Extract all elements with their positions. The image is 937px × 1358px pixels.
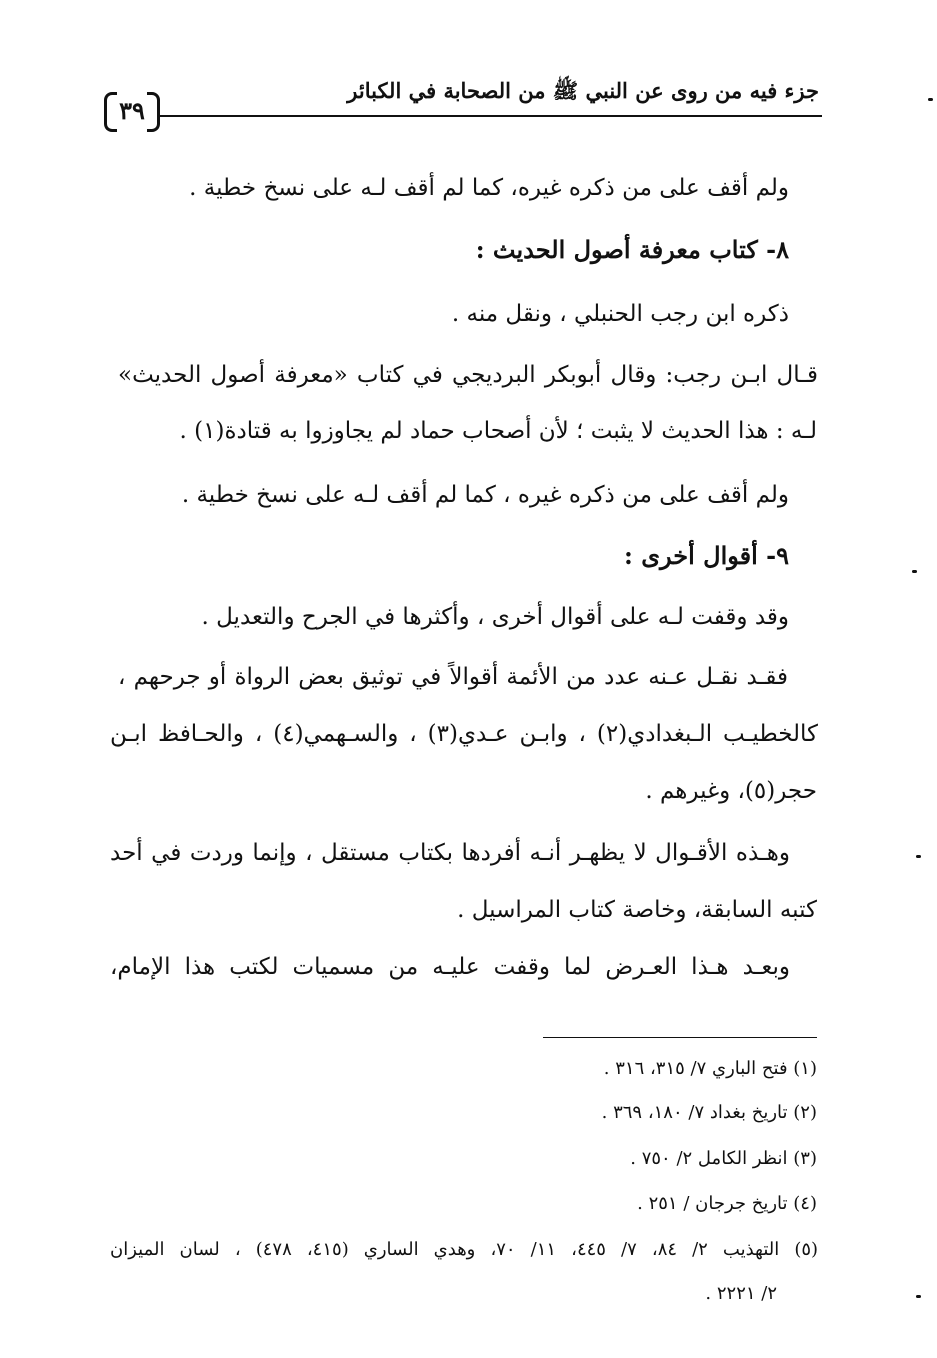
section-heading: ٨- كتاب معرفة أصول الحديث : [475,235,789,264]
body-line: حجر(٥)، وغيرهم . [645,778,817,804]
footnote: (٤) تاريخ جرجان / ٢٥١ . [637,1193,817,1214]
body-line: فقـد نقـل عـنه عدد من الأئمة أقوالاً في توثيق بعض الرواة أو جرحهم ، [118,664,788,690]
body-line: ولم أقف على من ذكره غيره ، كما لم أقف لـه على نسخ خطية . [181,482,789,508]
section-heading: ٩- أقوال أخرى : [624,541,789,570]
margin-mark [928,98,933,101]
footnote-separator [543,1037,817,1038]
body-line: ولم أقف على من ذكره غيره، كما لم أقف لـه على نسخ خطية . [189,175,789,201]
header-rule [160,115,822,117]
footnote: (٣) انظر الكامل ٢/ ٧٥٠ . [630,1148,817,1169]
page-number: ٣٩ [119,95,145,125]
footnote-continuation: ٢/ ٢٢٢١ . [705,1283,777,1304]
body-line: لـه : هذا الحديث لا يثبت ؛ لأن أصحاب حماد لم يجاوزوا به قتادة(١) . [179,418,817,444]
footnote: (٥) التهذيب ٢/ ٨٤، ٧/ ٤٤٥، ١١/ ٧٠، وهدي الساري (٤١٥، ٤٧٨) ، لسان الميزان [110,1239,819,1260]
body-line: كتبه السابقة، وخاصة كتاب المراسيل . [457,897,817,923]
footnote: (١) فتح الباري ٧/ ٣١٥، ٣١٦ . [603,1058,817,1079]
running-header-title: جزء فيه من روى عن النبي ﷺ من الصحابة في الكبائر [347,78,819,103]
margin-mark [916,1295,921,1298]
body-line: وهـذه الأقـوال لا يظهـر أنـه أفردها بكتاب مستقل ، وإنما وردت في أحد [110,840,790,866]
page-number-frame [104,88,160,132]
footnote: (٢) تاريخ بغداد ٧/ ١٨٠، ٣٦٩ . [601,1102,817,1123]
margin-mark [912,570,917,573]
body-line: وبعـد هـذا العـرض لما وقفت عليـه من مسميات لكتب هذا الإمام، [110,954,790,980]
body-line: قـال ابـن رجب: وقال أبوبكر البرديجي في كتاب «معرفة أصول الحديث» [118,362,818,388]
margin-mark [916,855,921,858]
body-line: وقد وقفت لـه على أقوال أخرى ، وأكثرها في الجرح والتعديل . [201,604,789,630]
body-line: كالخطيـب الـبغدادي(٢) ، وابـن عـدي(٣) ، والسـهمي(٤) ، والحـافظ ابـن [110,721,819,747]
body-line: ذكره ابن رجب الحنبلي ، ونقل منه . [451,301,789,327]
